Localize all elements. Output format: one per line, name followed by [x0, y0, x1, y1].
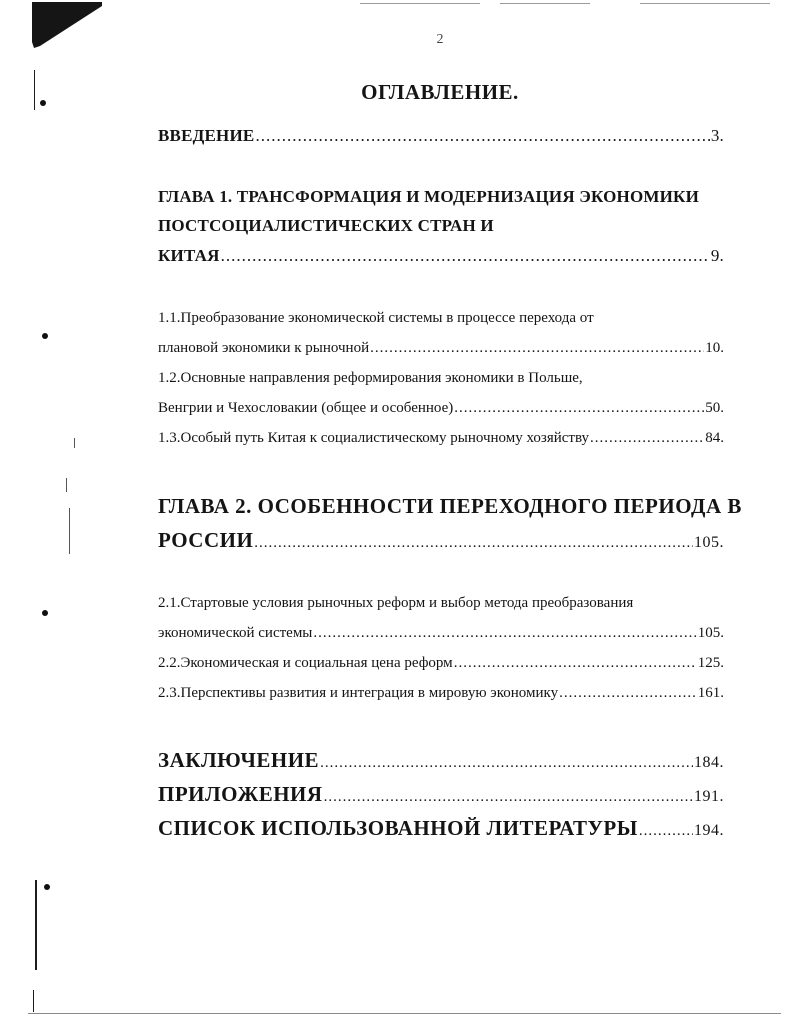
toc-entry-page: 125.: [697, 655, 724, 671]
punch-hole-dot: [44, 884, 50, 890]
page-number: 2: [436, 32, 444, 47]
toc-entry-label: РОССИИ: [158, 528, 254, 552]
dot-leader: [324, 789, 693, 806]
toc-entry-label: 1.3.Особый путь Китая к социалистическому рыночному хозяйству: [158, 430, 590, 446]
toc-entry-section-2-3: [158, 685, 724, 702]
toc-entry-page: 50.: [705, 400, 724, 416]
toc-entry-section-1-2: [158, 400, 724, 417]
toc-entry-appendices: [158, 782, 724, 807]
chapter-2-title-line-1: ГЛАВА 2. ОСОБЕННОСТИ ПЕРЕХОДНОГО ПЕРИОДА В: [158, 494, 742, 518]
toc-entry-label: ВВЕДЕНИЕ: [158, 126, 255, 145]
toc-entry-section-1-1: [158, 340, 724, 357]
top-edge-line: [500, 3, 590, 4]
dot-leader: [639, 823, 693, 840]
toc-entry-label: плановой экономики к рыночной: [158, 340, 370, 356]
dot-leader: [221, 246, 710, 266]
section-2-1-line-1: 2.1.Стартовые условия рыночных реформ и выбор метода преобразования: [158, 595, 634, 611]
toc-entry-page: 184.: [694, 754, 724, 771]
margin-line: [34, 70, 35, 110]
toc-entry-page: 9.: [710, 246, 724, 265]
toc-entry-label: 2.3.Перспективы развития и интеграция в мировую экономику: [158, 685, 559, 701]
toc-entry-page: 3.: [710, 126, 724, 145]
dot-leader: [454, 655, 697, 672]
top-edge-line: [360, 3, 480, 4]
top-edge-line: [640, 3, 770, 4]
toc-entry-section-1-3: [158, 430, 724, 447]
chapter-1-title-line-2: ПОСТСОЦИАЛИСТИЧЕСКИХ СТРАН И: [158, 216, 494, 235]
scan-speck: [74, 438, 75, 448]
scan-speck: [66, 478, 67, 492]
toc-entry-page: 105.: [694, 534, 724, 551]
toc-entry-page: 194.: [694, 822, 724, 839]
toc-entry-page: 161.: [697, 685, 724, 701]
toc-entry-label: Венгрии и Чехословакии (общее и особенное): [158, 400, 454, 416]
toc-entry-page: 10.: [705, 340, 724, 356]
toc-entry-chapter-1: [158, 246, 724, 266]
toc-entry-label: КИТАЯ: [158, 246, 220, 265]
dot-leader: [559, 685, 697, 702]
toc-entry-label: экономической системы: [158, 625, 313, 641]
scan-speck: [69, 508, 70, 554]
section-1-2-line-1: 1.2.Основные направления реформирования экономики в Польше,: [158, 370, 583, 386]
toc-title: ОГЛАВЛЕНИЕ.: [361, 80, 519, 104]
dot-leader: [313, 625, 696, 642]
margin-line: [33, 990, 34, 1012]
margin-line: [35, 880, 37, 970]
toc-entry-label: ЗАКЛЮЧЕНИЕ: [158, 748, 320, 772]
toc-entry-page: 84.: [705, 430, 724, 446]
punch-hole-dot: [40, 100, 46, 106]
toc-entry-page: 105.: [697, 625, 724, 641]
toc-entry-references: [158, 816, 724, 841]
toc-entry-conclusion: [158, 748, 724, 773]
toc-entry-label: 2.2.Экономическая и социальная цена реформ: [158, 655, 453, 671]
dot-leader: [370, 340, 704, 357]
toc-entry-introduction: [158, 126, 724, 146]
toc-entry-section-2-2: [158, 655, 724, 672]
chapter-1-title-line-1: ГЛАВА 1. ТРАНСФОРМАЦИЯ И МОДЕРНИЗАЦИЯ ЭКОНОМИКИ: [158, 187, 700, 206]
punch-hole-dot: [42, 333, 48, 339]
dot-leader: [454, 400, 704, 417]
dot-leader: [254, 535, 693, 552]
dot-leader: [590, 430, 704, 447]
toc-entry-label: СПИСОК ИСПОЛЬЗОВАННОЙ ЛИТЕРАТУРЫ: [158, 816, 638, 840]
dot-leader: [255, 126, 709, 146]
toc-entry-section-2-1: [158, 625, 724, 642]
section-1-1-line-1: 1.1.Преобразование экономической системы в процессе перехода от: [158, 310, 594, 326]
toc-entry-chapter-2: [158, 528, 724, 553]
bottom-edge-line: [28, 1013, 781, 1014]
punch-hole-dot: [42, 610, 48, 616]
toc-entry-page: 191.: [694, 788, 724, 805]
corner-mark: [32, 2, 104, 50]
toc-entry-label: ПРИЛОЖЕНИЯ: [158, 782, 323, 806]
dot-leader: [320, 755, 693, 772]
